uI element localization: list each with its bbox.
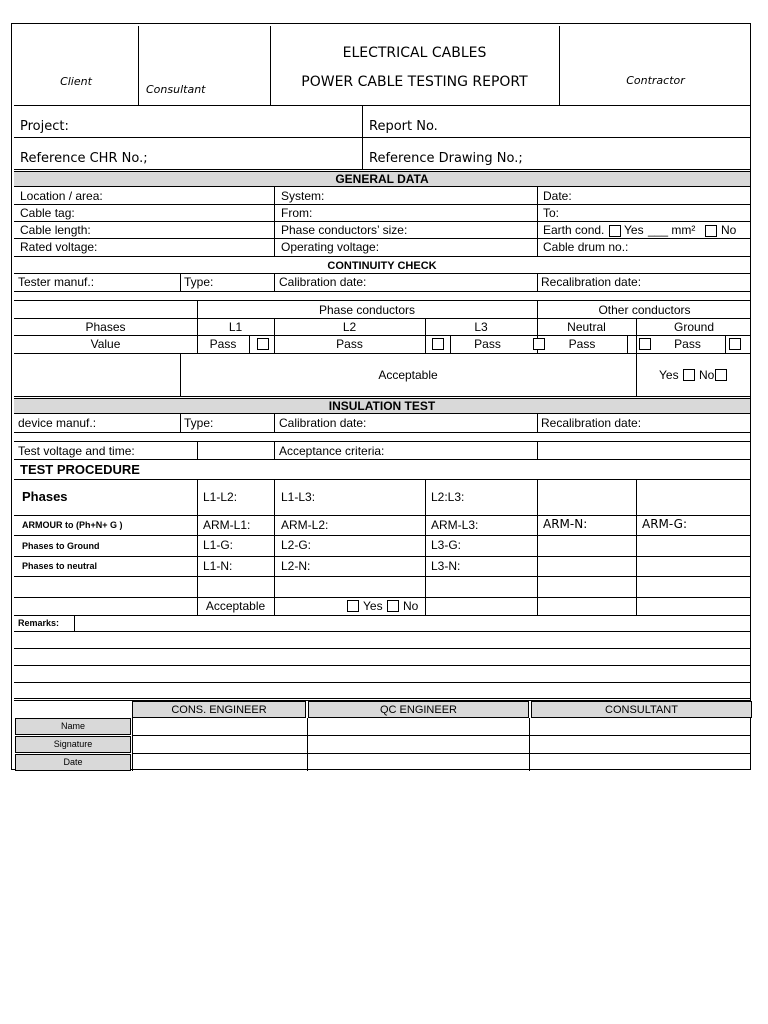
- l2-l3-label: L2:L3:: [431, 490, 465, 504]
- divider: [14, 300, 750, 301]
- divider: [14, 515, 750, 516]
- l1-column-label: L1: [228, 320, 243, 334]
- divider: [636, 353, 637, 396]
- divider: [14, 631, 750, 632]
- to-field-label: To:: [543, 206, 560, 220]
- tester-manuf-label: Tester manuf.:: [18, 275, 95, 289]
- divider: [14, 335, 750, 336]
- name-row-label: Name: [60, 721, 85, 731]
- earth-cond-no-label: No: [721, 223, 737, 237]
- divider: [14, 221, 750, 222]
- divider: [180, 414, 181, 432]
- divider: [14, 256, 750, 257]
- tester-recalibration-label: Recalibration date:: [541, 275, 642, 289]
- divider: [14, 556, 750, 557]
- consultant-signature-field[interactable]: [530, 736, 750, 752]
- divider: [14, 169, 750, 170]
- divider: [14, 238, 750, 239]
- phases-column-label: Phases: [85, 320, 126, 334]
- earth-cond-no-checkbox[interactable]: [705, 225, 717, 237]
- divider: [270, 26, 271, 105]
- cable-length-field-label: Cable length:: [20, 223, 91, 237]
- divider: [14, 318, 750, 319]
- qc-engineer-name-field[interactable]: [308, 719, 528, 734]
- insulation-yes-checkbox[interactable]: [347, 600, 359, 612]
- divider: [537, 479, 538, 615]
- l2-column-label: L2: [342, 320, 357, 334]
- l3-column-label: L3: [474, 320, 488, 334]
- arm-g-label: ARM-G:: [642, 517, 688, 531]
- armour-row-label: ARMOUR to (Ph+N+ G ): [22, 520, 123, 530]
- phases-row-label: Phases: [22, 489, 68, 504]
- divider: [14, 459, 750, 460]
- divider: [14, 615, 750, 616]
- divider: [14, 204, 750, 205]
- ground-pass-checkbox[interactable]: [729, 338, 741, 350]
- qc-engineer-date-field[interactable]: [308, 754, 528, 770]
- divider: [14, 273, 750, 274]
- ground-pass-label: Pass: [674, 337, 701, 351]
- divider: [138, 26, 139, 105]
- divider: [14, 479, 750, 480]
- divider: [274, 273, 275, 291]
- divider: [249, 335, 250, 353]
- device-type-label: Type:: [184, 416, 214, 430]
- cable-drum-field-label: Cable drum no.:: [543, 240, 629, 254]
- acceptance-criteria-label: Acceptance criteria:: [279, 444, 385, 458]
- divider: [14, 291, 750, 292]
- divider: [180, 273, 181, 291]
- cons-engineer-signature-field[interactable]: [133, 736, 306, 752]
- divider: [14, 137, 750, 138]
- divider: [425, 479, 426, 615]
- divider: [627, 335, 628, 353]
- project-label: Project:: [20, 119, 69, 134]
- divider: [14, 432, 750, 433]
- divider: [537, 187, 538, 257]
- reference-chr-label: Reference CHR No.;: [20, 151, 148, 166]
- report-no-label: Report No.: [369, 119, 438, 134]
- phases-to-ground-label: Phases to Ground: [22, 541, 100, 551]
- divider: [197, 441, 198, 459]
- phase-size-field-label: Phase conductors’ size:: [281, 223, 408, 237]
- neutral-pass-label: Pass: [568, 337, 596, 351]
- divider: [197, 479, 198, 615]
- consultant-name-field[interactable]: [530, 719, 750, 734]
- consultant-date-field[interactable]: [530, 754, 750, 770]
- continuity-yes-label: Yes: [659, 368, 679, 382]
- test-voltage-label: Test voltage and time:: [18, 444, 135, 458]
- tester-type-label: Type:: [184, 275, 214, 289]
- reference-drawing-label: Reference Drawing No.;: [369, 151, 523, 166]
- insulation-no-checkbox[interactable]: [387, 600, 399, 612]
- consultant-header-label: CONSULTANT: [605, 704, 678, 716]
- continuity-no-checkbox[interactable]: [715, 369, 727, 381]
- divider: [559, 26, 560, 105]
- divider: [725, 335, 726, 353]
- continuity-no-label: No: [699, 368, 715, 382]
- arm-l2-label: ARM-L2:: [281, 518, 329, 532]
- cable-tag-field-label: Cable tag:: [20, 206, 75, 220]
- insulation-test-heading: INSULATION TEST: [328, 399, 436, 413]
- cons-engineer-date-field[interactable]: [133, 754, 306, 770]
- divider: [636, 479, 637, 615]
- consultant-label: Consultant: [146, 83, 206, 96]
- divider: [274, 414, 275, 432]
- divider: [537, 273, 538, 291]
- phase-conductors-heading: Phase conductors: [318, 303, 416, 317]
- device-calibration-label: Calibration date:: [279, 416, 367, 430]
- value-row-label: Value: [90, 337, 121, 351]
- divider: [14, 535, 750, 536]
- contractor-label: Contractor: [626, 74, 685, 87]
- signature-row-label: Signature: [53, 739, 93, 749]
- earth-cond-yes-label: Yes: [624, 223, 644, 237]
- divider: [274, 187, 275, 257]
- continuity-check-heading: CONTINUITY CHECK: [327, 260, 437, 272]
- l2-pass-checkbox[interactable]: [432, 338, 444, 350]
- divider: [14, 665, 750, 666]
- client-label: Client: [60, 75, 92, 88]
- l2-n-label: L2-N:: [281, 559, 311, 573]
- continuity-yes-checkbox[interactable]: [683, 369, 695, 381]
- l1-pass-checkbox[interactable]: [257, 338, 269, 350]
- divider: [537, 414, 538, 432]
- report-title-line2: POWER CABLE TESTING REPORT: [301, 74, 528, 90]
- cons-engineer-name-field[interactable]: [133, 719, 306, 734]
- divider: [14, 576, 750, 577]
- test-procedure-heading: TEST PROCEDURE: [20, 462, 140, 477]
- insulation-yes-label: Yes: [363, 599, 383, 613]
- continuity-acceptable-label: Acceptable: [378, 368, 438, 382]
- divider: [14, 698, 750, 699]
- divider: [14, 353, 750, 354]
- cons-engineer-label: CONS. ENGINEER: [171, 704, 267, 716]
- date-field-label: Date:: [543, 189, 572, 203]
- device-recalibration-label: Recalibration date:: [541, 416, 642, 430]
- l3-g-label: L3-G:: [431, 538, 462, 552]
- qc-engineer-signature-field[interactable]: [308, 736, 528, 752]
- remarks-label: Remarks:: [18, 618, 60, 628]
- insulation-no-label: No: [403, 599, 419, 613]
- l1-g-label: L1-G:: [203, 538, 234, 552]
- arm-l1-label: ARM-L1:: [203, 518, 251, 532]
- earth-cond-yes-checkbox[interactable]: [609, 225, 621, 237]
- ground-column-label: Ground: [673, 320, 715, 334]
- general-data-heading: GENERAL DATA: [335, 172, 429, 186]
- operating-voltage-field-label: Operating voltage:: [281, 240, 380, 254]
- l1-pass-label: Pass: [209, 337, 237, 351]
- l2-g-label: L2-G:: [281, 538, 312, 552]
- divider: [14, 597, 750, 598]
- system-field-label: System:: [281, 189, 325, 203]
- l1-n-label: L1-N:: [203, 559, 233, 573]
- other-conductors-heading: Other conductors: [598, 303, 691, 317]
- l1-l2-label: L1-L2:: [203, 490, 238, 504]
- date-row-label: Date: [63, 757, 83, 767]
- tester-calibration-label: Calibration date:: [279, 275, 367, 289]
- arm-n-label: ARM-N:: [543, 517, 588, 531]
- insulation-acceptable-label: Acceptable: [205, 599, 266, 613]
- divider: [74, 615, 75, 631]
- earth-cond-size-label: ___ mm²: [648, 223, 696, 237]
- l2-pass-label: Pass: [336, 337, 363, 351]
- location-field-label: Location / area:: [20, 189, 103, 203]
- l3-pass-label: Pass: [474, 337, 501, 351]
- rated-voltage-field-label: Rated voltage:: [20, 240, 98, 254]
- divider: [14, 441, 750, 442]
- arm-l3-label: ARM-L3:: [431, 518, 479, 532]
- divider: [14, 648, 750, 649]
- divider: [537, 441, 538, 459]
- divider: [14, 105, 750, 106]
- divider: [274, 479, 275, 615]
- device-manuf-label: device manuf.:: [18, 416, 97, 430]
- report-title-line1: ELECTRICAL CABLES: [342, 45, 487, 61]
- phases-to-neutral-label: Phases to neutral: [22, 561, 98, 571]
- report-form: [11, 23, 751, 770]
- divider: [274, 441, 275, 459]
- l1-l3-label: L1-L3:: [281, 490, 316, 504]
- neutral-column-label: Neutral: [567, 320, 606, 334]
- qc-engineer-label: QC ENGINEER: [379, 704, 457, 716]
- divider: [14, 682, 750, 683]
- divider: [14, 396, 750, 397]
- earth-cond-label: Earth cond.: [543, 223, 605, 237]
- l3-n-label: L3-N:: [431, 559, 461, 573]
- from-field-label: From:: [281, 206, 313, 220]
